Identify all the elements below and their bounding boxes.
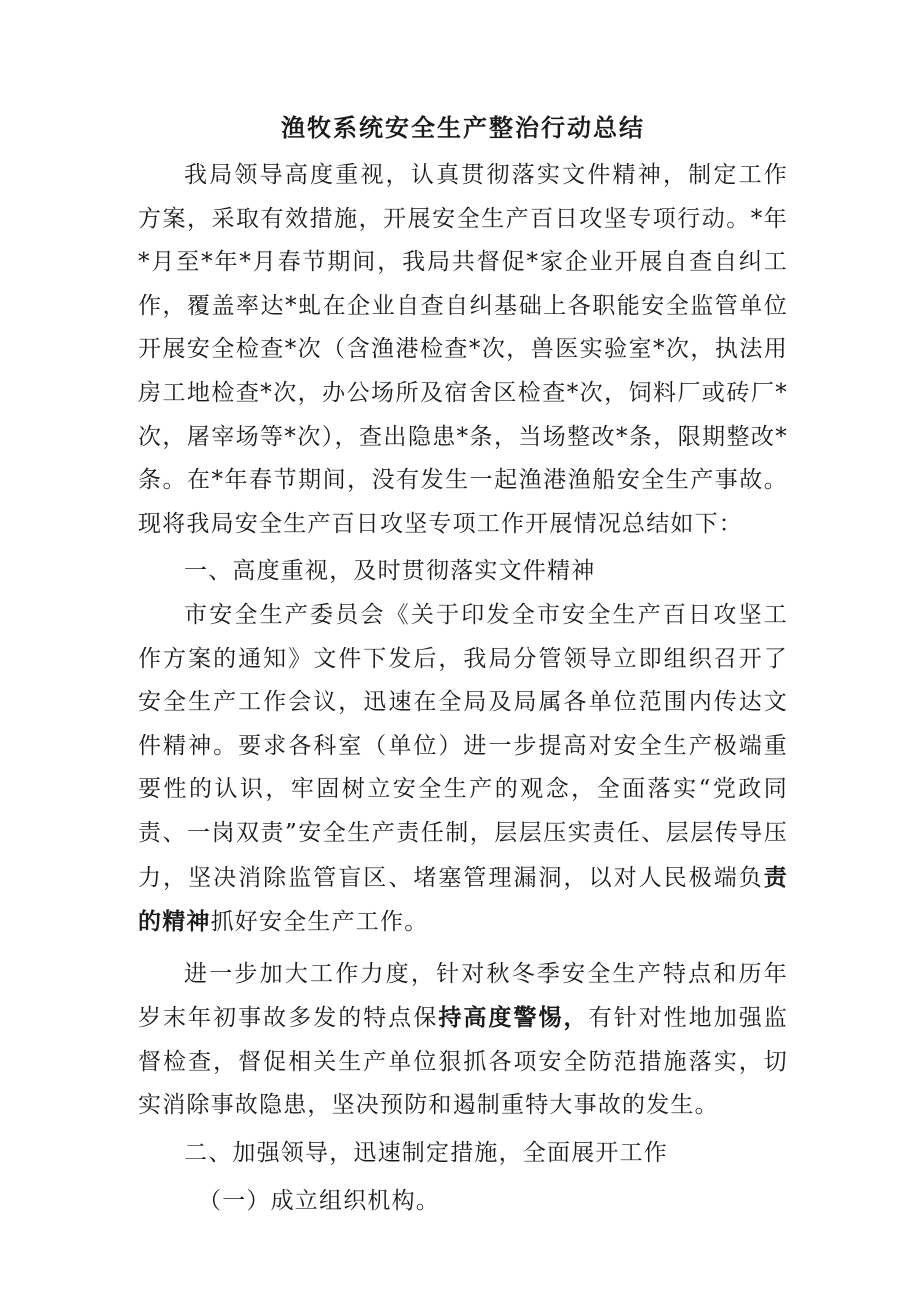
section-1-heading: 一、高度重视，及时贯彻落实文件精神	[184, 558, 596, 585]
document-title: 渔牧系统安全生产整治行动总结	[281, 113, 645, 142]
section-1-paragraph-1-bold: 责的精神	[138, 863, 788, 936]
section-1-paragraph-2-text-b: 有针对性地加强监督检查，督促相关生产单位狠抓各项安全防范措施落实，切实消除事故隐患，坚决预防和遏制重特大事故的发生。	[138, 1005, 788, 1119]
section-1-paragraph-1-text-a: 市安全生产委员会《关于印发全市安全生产百日攻坚工作方案的通知》文件下发后，我局分管领导立即组织召开了安全生产工作会议，迅速在全局及局属各单位范围内传达文件精神。要求各科室（单位）进一步提高对安全生产极端重要性的认识，牢固树立安全生产的观念，全面落实“党政同责、一岗双责”安全生产责任制，层层压实责任、层层传导压力，坚决消除监管盲区、堵塞管理漏洞，以对人民极端负	[138, 601, 788, 891]
section-1-paragraph-2	[138, 953, 788, 1128]
section-2-subheading-1: （一）成立组织机构。	[198, 1187, 440, 1214]
section-1-paragraph-1-text-b: 抓好安全生产工作。	[210, 909, 429, 936]
section-1-paragraph-2-text-a: 进一步加大工作力度，针对秋冬季安全生产特点和历年岁末年初事故多发的特点保	[138, 960, 788, 1032]
section-1-paragraph-2-bold: 持高度警惕，	[438, 1004, 589, 1032]
intro-paragraph: 我局领导高度重视，认真贯彻落实文件精神，制定工作方案，采取有效措施，开展安全生产百日攻坚专项行动。*年*月至*年*月春节期间，我局共督促*家企业开展自查自纠工作，覆盖率达*虬在企业自查自纠基础上各职能安全监管单位开展安全检查*次（含渔港检查*次，兽医实验室*次，执法用房工地检查*次，办公场所及宿舍区检查*次，饲料厂或砖厂*次，屠宰场等*次），查出隐患*条，当场整改*条，限期整改*条。在*年春节期间，没有发生一起渔港渔船安全生产事故。现将我局安全生产百日攻坚专项工作开展情况总结如下：	[138, 162, 788, 537]
section-2-heading: 二、加强领导，迅速制定措施，全面展开工作	[184, 1140, 668, 1167]
section-1-paragraph-1	[138, 594, 788, 945]
